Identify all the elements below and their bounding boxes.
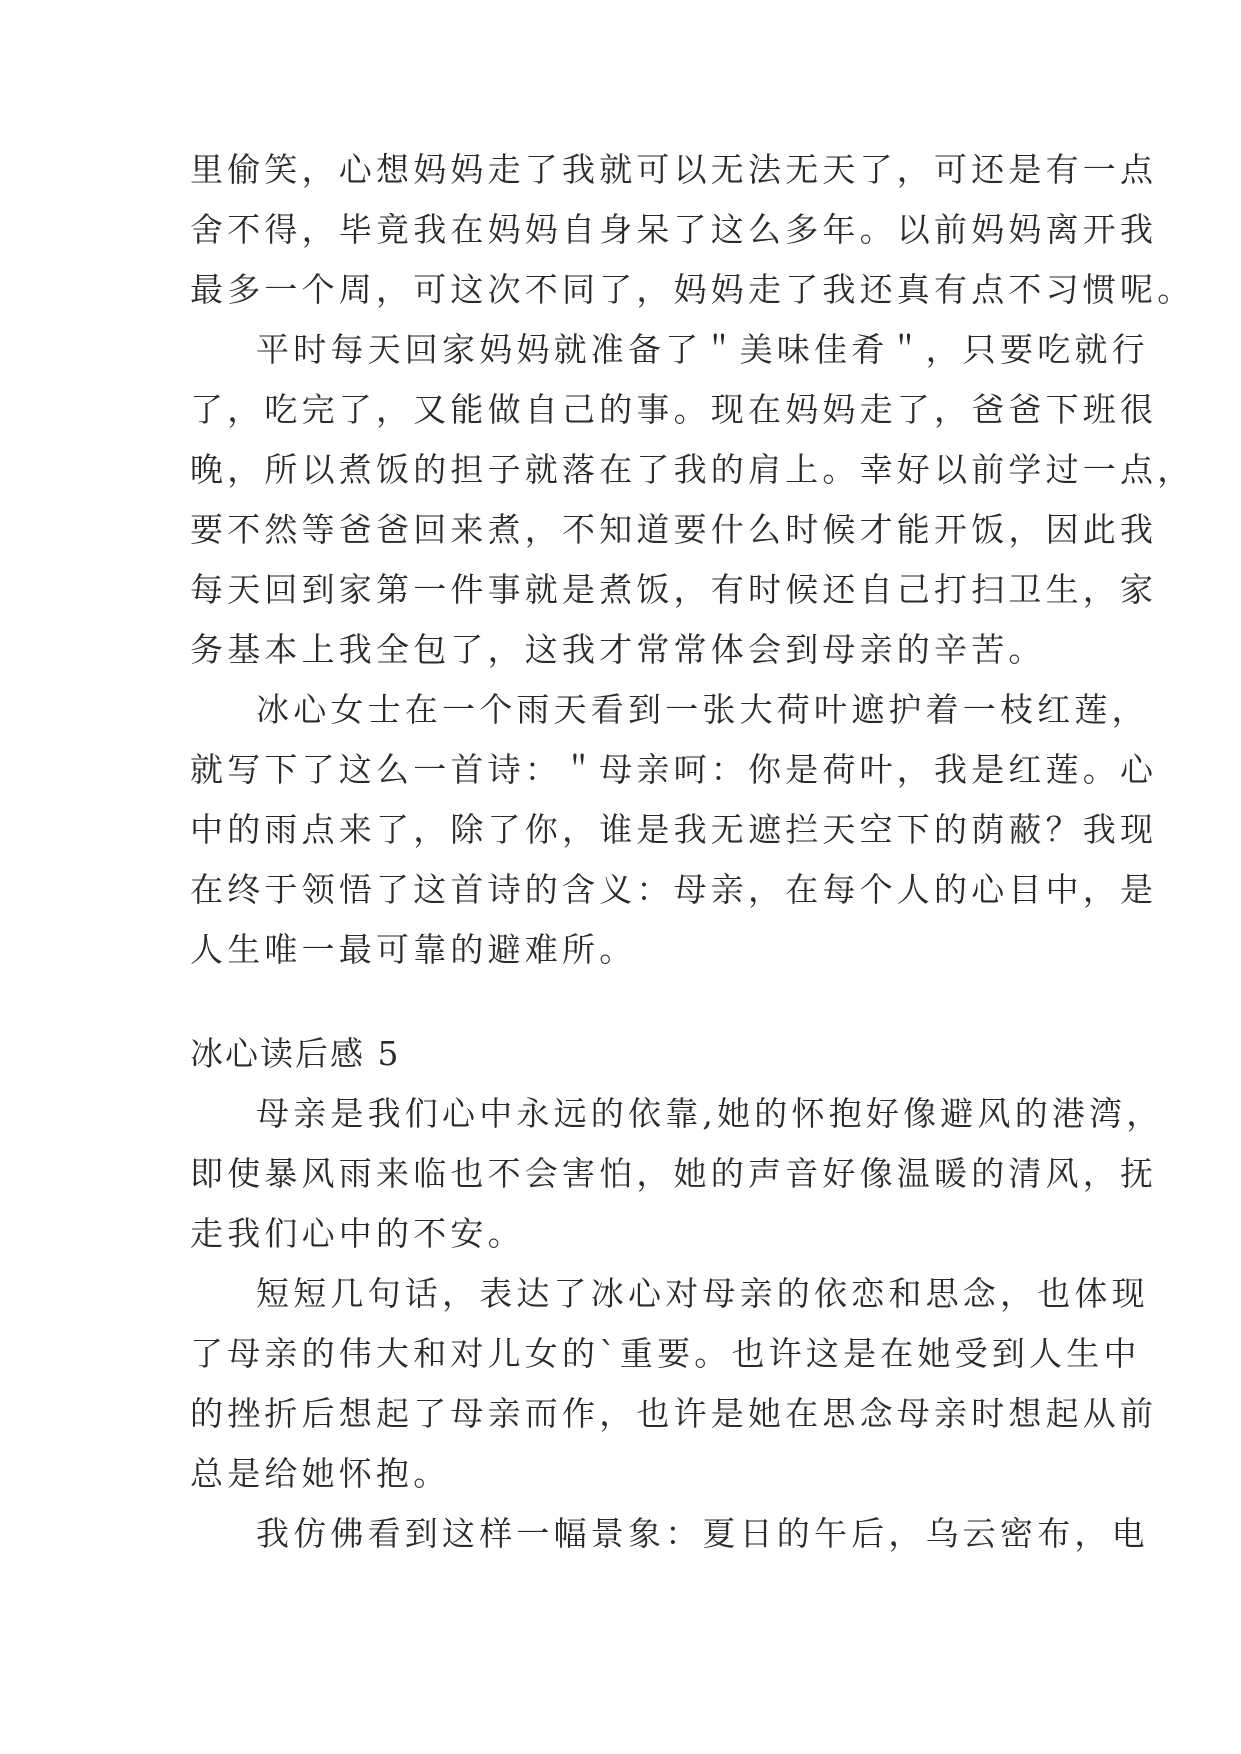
text-line: 走我们心中的不安。 (190, 1214, 525, 1253)
text-line: 里偷笑，心想妈妈走了我就可以无法无天了，可还是有一点 (190, 150, 1158, 189)
paragraph-first-line: 平时每天回家妈妈就准备了＂美味佳肴＂，只要吃就行 (256, 330, 1149, 369)
text-line: 在终于领悟了这首诗的含义：母亲，在每个人的心目中，是 (190, 870, 1158, 909)
text-line: 舍不得，毕竟我在妈妈自身呆了这么多年。以前妈妈离开我 (190, 210, 1158, 249)
text-line: 最多一个周，可这次不同了，妈妈走了我还真有点不习惯呢。 (190, 270, 1195, 309)
text-line: 每天回到家第一件事就是煮饭，有时候还自己打扫卫生，家 (190, 570, 1158, 609)
text-line: 要不然等爸爸回来煮，不知道要什么时候才能开饭，因此我 (190, 510, 1158, 549)
text-line: 了，吃完了，又能做自己的事。现在妈妈走了，爸爸下班很 (190, 390, 1158, 429)
text-line: 人生唯一最可靠的避难所。 (190, 930, 637, 969)
text-line: 即使暴风雨来临也不会害怕，她的声音好像温暖的清风，抚 (190, 1154, 1158, 1193)
text-line: 总是给她怀抱。 (190, 1454, 451, 1493)
section-heading: 冰心读后感 5 (190, 1034, 401, 1073)
text-line: 了母亲的伟大和对儿女的`重要。也许这是在她受到人生中 (190, 1334, 1141, 1373)
text-line: 就写下了这么一首诗：＂母亲呵：你是荷叶，我是红莲。心 (190, 750, 1158, 789)
paragraph-first-line: 短短几句话，表达了冰心对母亲的依恋和思念，也体现 (256, 1274, 1149, 1313)
paragraph-first-line: 母亲是我们心中永远的依靠,她的怀抱好像避风的港湾， (256, 1094, 1164, 1133)
text-line: 晚，所以煮饭的担子就落在了我的肩上。幸好以前学过一点， (190, 450, 1195, 489)
paragraph-first-line: 冰心女士在一个雨天看到一张大荷叶遮护着一枝红莲， (256, 690, 1149, 729)
text-line: 的挫折后想起了母亲而作，也许是她在思念母亲时想起从前 (190, 1394, 1158, 1433)
text-line: 务基本上我全包了，这我才常常体会到母亲的辛苦。 (190, 630, 1046, 669)
paragraph-first-line: 我仿佛看到这样一幅景象：夏日的午后，乌云密布，电 (256, 1514, 1149, 1553)
text-line: 中的雨点来了，除了你，谁是我无遮拦天空下的荫蔽？我现 (190, 810, 1158, 849)
